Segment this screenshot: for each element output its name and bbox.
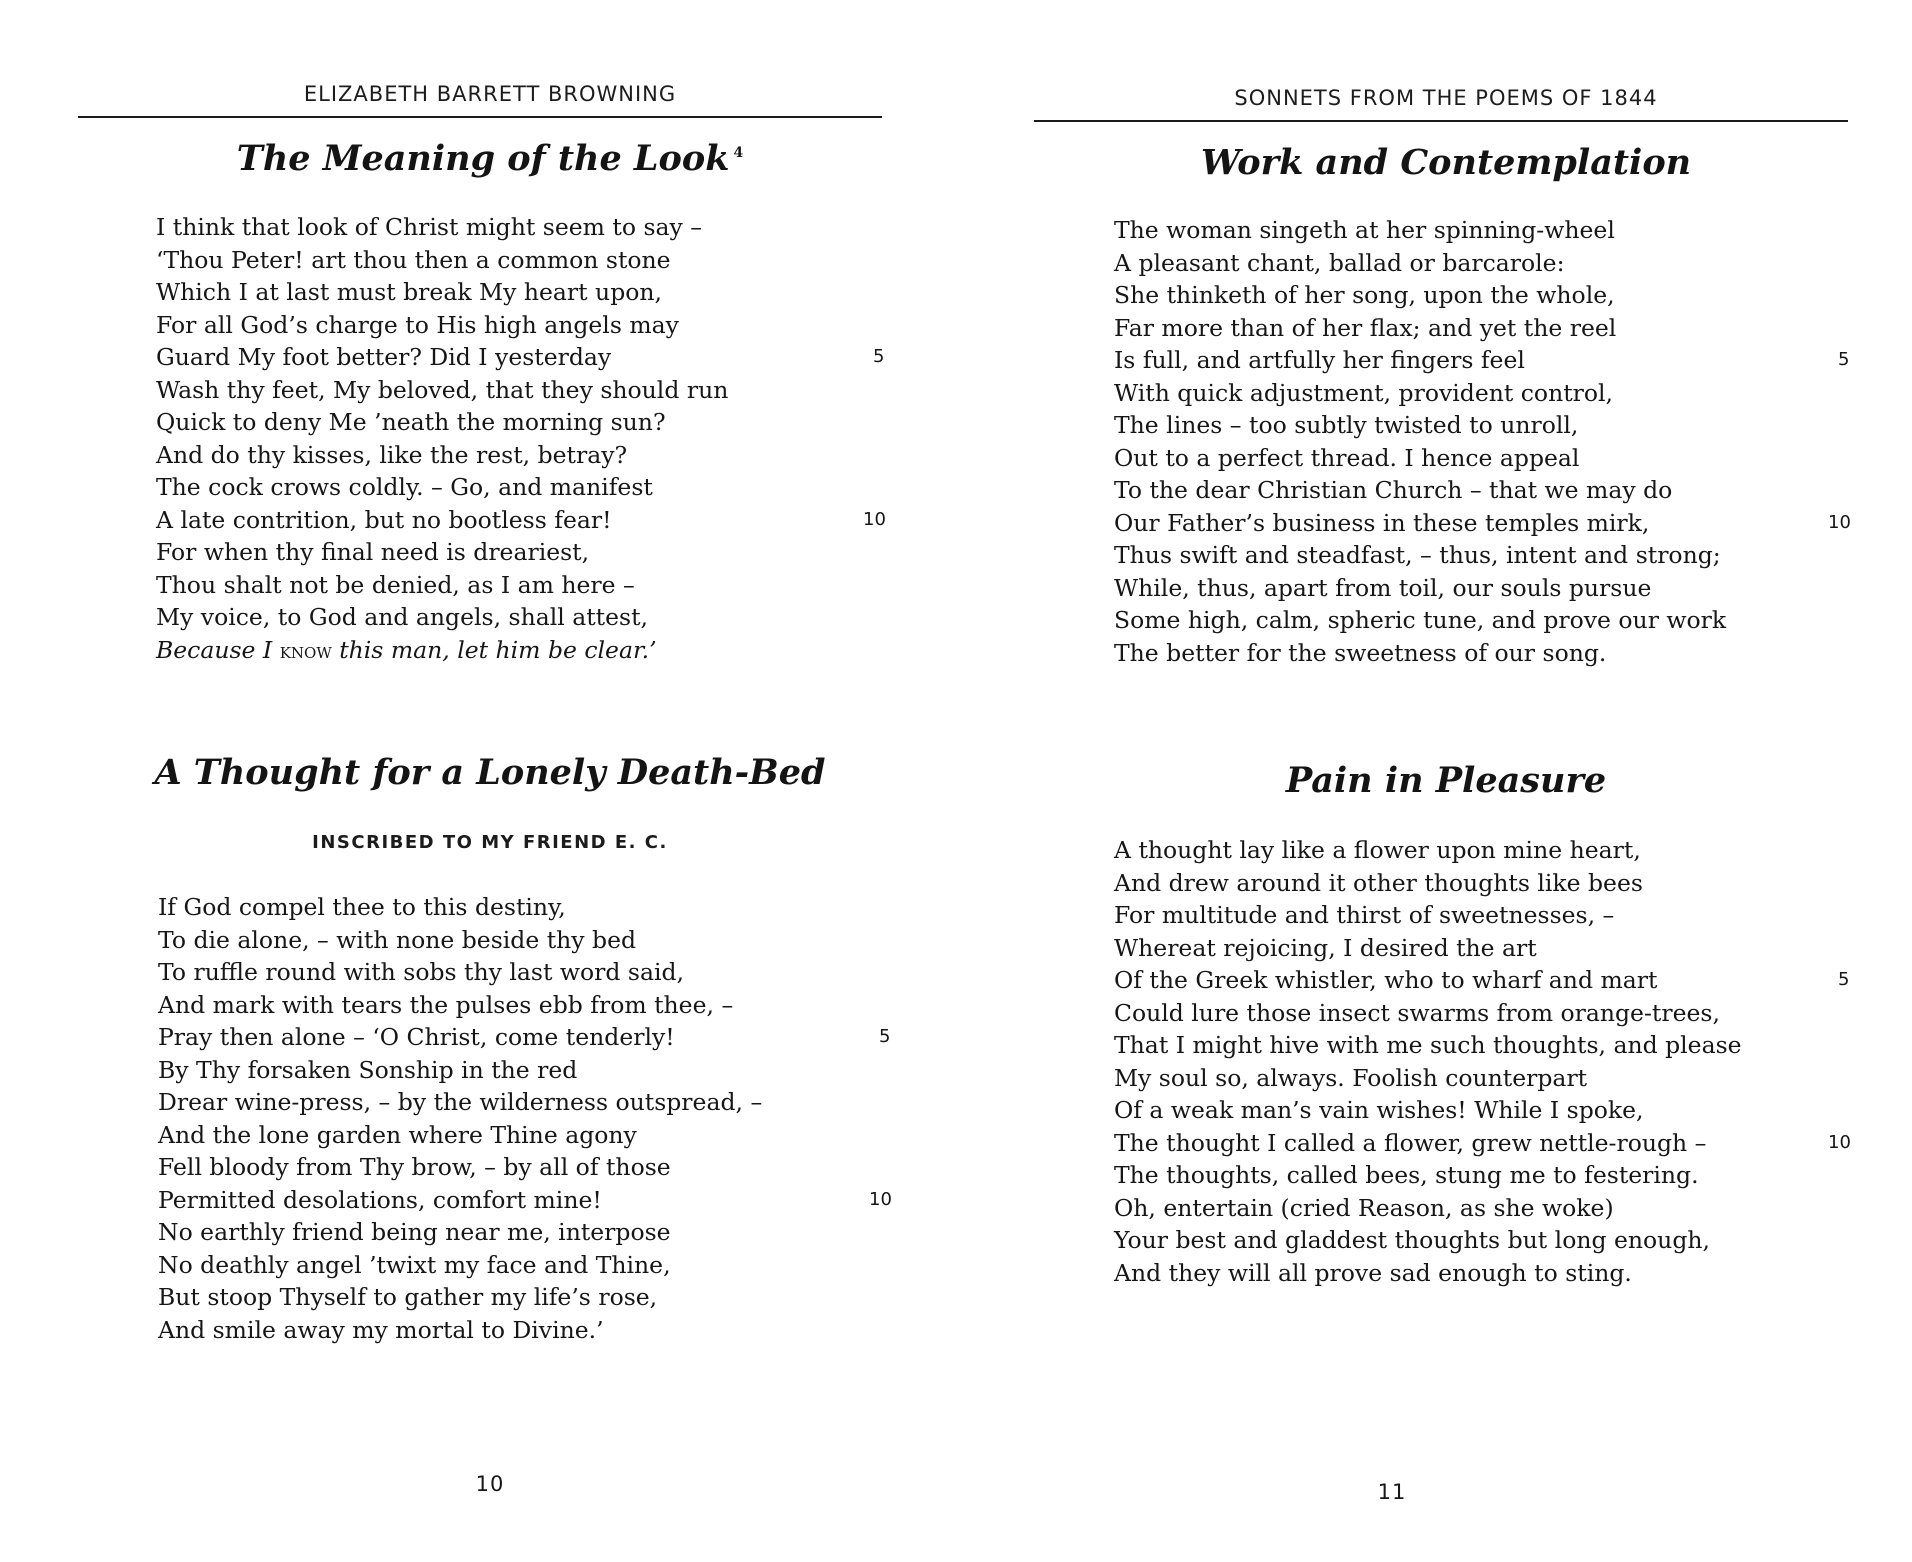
- poem-line: [158, 1021, 898, 1054]
- poem-line: Some high, calm, spheric tune, and prove our work: [1114, 606, 1727, 634]
- poem-line-text: A late contrition, but no bootless fear!: [156, 505, 612, 534]
- right-page: [956, 0, 1912, 1562]
- poem-line: My soul so, always. Foolish counterpart: [1114, 1063, 1588, 1092]
- poem-line: A thought lay like a flower upon mine heart,: [1114, 836, 1641, 864]
- poem-line: Out to a perfect thread. I hence appeal: [1114, 443, 1580, 472]
- poem-line: While, thus, apart from toil, our souls pursue: [1114, 573, 1652, 602]
- poem-title: Pain in Pleasure: [1285, 760, 1607, 801]
- poem-line: The cock crows coldly. – Go, and manifest: [156, 473, 653, 501]
- poem-line: [156, 504, 896, 537]
- poem-line: With quick adjustment, provident control,: [1114, 378, 1614, 407]
- poem-line: She thinketh of her song, upon the whole,: [1114, 281, 1615, 309]
- poem-title: A Thought for a Lonely Death-Bed: [154, 752, 826, 793]
- poem-line: Of a weak man’s vain wishes! While I spoke,: [1114, 1096, 1644, 1124]
- poem-title-text: The Meaning of the Look: [236, 138, 730, 179]
- poem-line: The thoughts, called bees, stung me to festering.: [1114, 1161, 1699, 1189]
- poem-title: [80, 138, 900, 179]
- line-number: 5: [873, 346, 885, 367]
- poem-line: Wash thy feet, My beloved, that they should run: [156, 375, 729, 404]
- poem-line: No deathly angel ’twixt my face and Thine,: [158, 1250, 671, 1279]
- poem-line: My voice, to God and angels, shall attest,: [156, 603, 649, 631]
- poem-stanza: [156, 211, 896, 666]
- footnote-mark: 4: [733, 145, 744, 162]
- poem-line: The woman singeth at her spinning-wheel: [1114, 216, 1615, 244]
- line-number: 10: [863, 508, 886, 530]
- poem-line: And mark with tears the pulses ebb from thee, –: [158, 990, 734, 1019]
- poem-line: [156, 341, 896, 374]
- poem-line: And they will all prove sad enough to sting.: [1114, 1258, 1632, 1287]
- line-number: 10: [1828, 511, 1851, 533]
- page-number-left: 10: [475, 1472, 505, 1496]
- dedication: INSCRIBED TO MY FRIEND E. C.: [312, 832, 668, 853]
- poem-line: And drew around it other thoughts like bees: [1114, 868, 1643, 897]
- poem-line: For all God’s charge to His high angels may: [156, 310, 679, 339]
- poem-line-text: Guard My foot better? Did I yesterday: [156, 343, 612, 371]
- poem-line: If God compel thee to this destiny,: [158, 893, 566, 921]
- poem-line-text: Our Father’s business in these temples mirk,: [1114, 508, 1650, 537]
- poem-line: No earthly friend being near me, interpose: [158, 1218, 671, 1246]
- line-number: 10: [1828, 1131, 1851, 1153]
- poem-line: Drear wine-press, – by the wilderness outspread, –: [158, 1088, 763, 1116]
- poem-line: A pleasant chant, ballad or barcarole:: [1114, 248, 1565, 277]
- poem-line: Thou shalt not be denied, as I am here –: [156, 570, 635, 599]
- poem-line: To the dear Christian Church – that we may do: [1114, 476, 1673, 504]
- line-number: 10: [869, 1188, 892, 1210]
- running-head-left: ELIZABETH BARRETT BROWNING: [303, 82, 677, 106]
- poem-line: The lines – too subtly twisted to unroll,: [1114, 411, 1579, 439]
- poem-line: Fell bloody from Thy brow, – by all of those: [158, 1153, 671, 1181]
- poem-line: And do thy kisses, like the rest, betray?: [156, 440, 628, 469]
- poem-line: Whereat rejoicing, I desired the art: [1114, 933, 1537, 962]
- poem-line: [1114, 344, 1854, 377]
- poem-line: For when thy final need is dreariest,: [156, 538, 590, 566]
- poem-line: The better for the sweetness of our song.: [1114, 638, 1607, 667]
- poem-line: By Thy forsaken Sonship in the red: [158, 1055, 578, 1084]
- poem-line: Far more than of her flax; and yet the reel: [1114, 313, 1617, 342]
- poem-line: Could lure those insect swarms from orange-trees,: [1114, 998, 1720, 1027]
- poem-line: [1114, 507, 1854, 540]
- poem-line-text: Is full, and artfully her fingers feel: [1114, 346, 1525, 374]
- line-part: this man, let him be clear.’: [331, 635, 657, 664]
- poem-line: Quick to deny Me ’neath the morning sun?: [156, 408, 666, 436]
- line-part: Because I: [156, 635, 280, 664]
- poem-line-text: Permitted desolations, comfort mine!: [158, 1185, 602, 1214]
- poem-line: [156, 634, 896, 667]
- poem-title: Work and Contemplation: [1200, 142, 1692, 183]
- poem-line: To die alone, – with none beside thy bed: [158, 925, 637, 954]
- poem-line: But stoop Thyself to gather my life’s rose,: [158, 1283, 658, 1311]
- header-rule-right: [1034, 120, 1848, 122]
- poem-line-text: Pray then alone – ‘O Christ, come tenderly!: [158, 1023, 675, 1051]
- line-number: 5: [1838, 349, 1850, 370]
- poem-stanza: [158, 891, 898, 1346]
- poem-line: Your best and gladdest thoughts but long enough,: [1114, 1226, 1710, 1254]
- page-number-right: 11: [1377, 1480, 1407, 1504]
- poem-line: And the lone garden where Thine agony: [158, 1120, 637, 1149]
- poem-line: [1114, 1127, 1854, 1160]
- poem-line: I think that look of Christ might seem to say –: [156, 213, 703, 241]
- poem-line: [158, 1184, 898, 1217]
- header-rule-left: [78, 116, 882, 118]
- poem-line: And smile away my mortal to Divine.’: [158, 1315, 604, 1344]
- poem-line: Thus swift and steadfast, – thus, intent and strong;: [1114, 541, 1721, 569]
- poem-line: That I might hive with me such thoughts, and please: [1114, 1031, 1742, 1059]
- running-head-right: SONNETS FROM THE POEMS OF 1844: [1234, 86, 1658, 110]
- poem-line-text: Of the Greek whistler, who to wharf and mart: [1114, 966, 1658, 994]
- poem-line: For multitude and thirst of sweetnesses, –: [1114, 901, 1615, 929]
- line-number: 5: [1838, 969, 1850, 990]
- poem-line: ‘Thou Peter! art thou then a common stone: [156, 245, 671, 274]
- line-number: 5: [879, 1026, 891, 1047]
- small-caps-word: know: [279, 638, 332, 663]
- poem-stanza: [1114, 214, 1854, 669]
- poem-line-text: The thought I called a flower, grew nettle-rough –: [1114, 1128, 1707, 1157]
- poem-line: Oh, entertain (cried Reason, as she woke): [1114, 1193, 1614, 1222]
- poem-line: To ruffle round with sobs thy last word said,: [158, 958, 684, 986]
- poem-stanza: [1114, 834, 1854, 1289]
- poem-line: [1114, 964, 1854, 997]
- poem-line: Which I at last must break My heart upon,: [156, 278, 662, 306]
